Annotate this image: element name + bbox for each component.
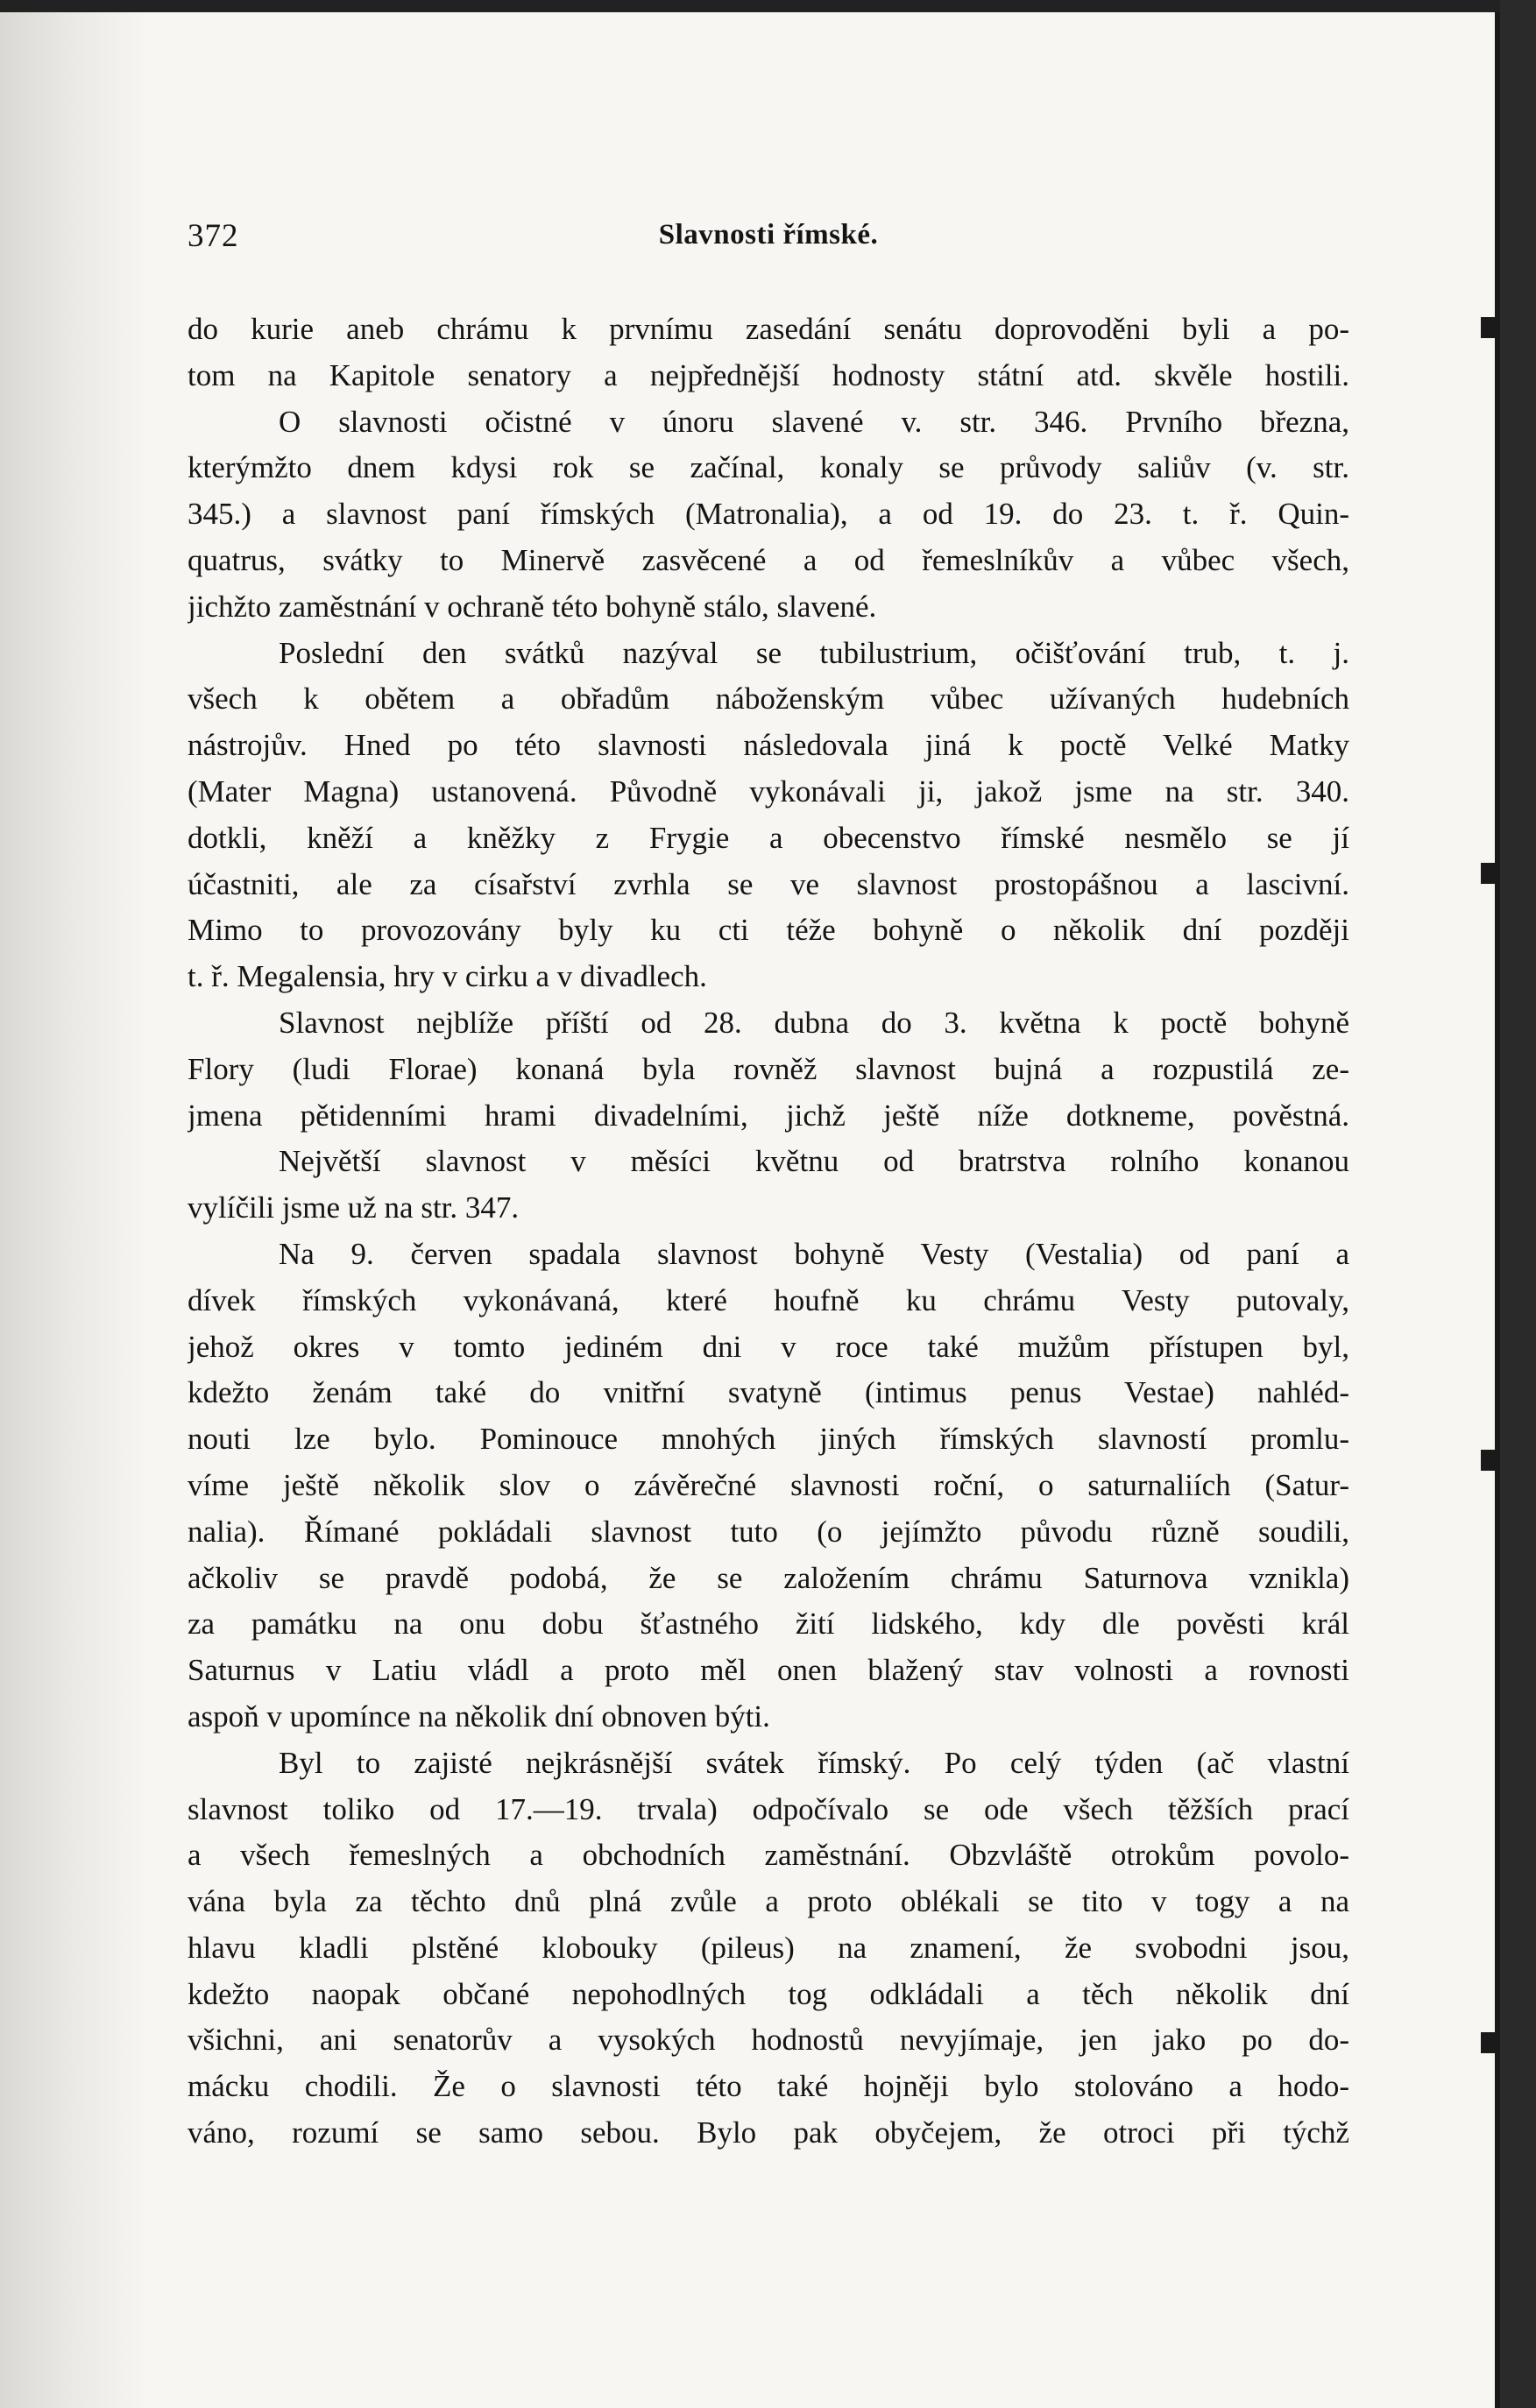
text-line: mácku chodili. Že o slavnosti této také hojněji bylo stolováno a hodo- [188, 2069, 1349, 2104]
text-line: Flory (ludi Florae) konaná byla rovněž slavnost bujná a rozpustilá ze- [188, 1051, 1349, 1086]
text-line: účastniti, ale za císařství zvrhla se ve slavnost prostopášnou a lascivní. [188, 866, 1349, 901]
text-line: Slavnost nejblíže příští od 28. dubna do 3. května k poctě bohyně [279, 1005, 1349, 1040]
text-line: dotkli, kněží a kněžky z Frygie a obecenstvo římské nesmělo se jí [188, 820, 1349, 855]
text-line: 345.) a slavnost paní římských (Matronalia), a od 19. do 23. t. ř. Quin- [188, 497, 1349, 532]
text-line: ačkoliv se pravdě podobá, že se založením chrámu Saturnova vznikla) [188, 1560, 1349, 1595]
text-line: aspoň v upomínce na několik dní obnoven býti. [188, 1698, 770, 1734]
text-line: váno, rozumí se samo sebou. Bylo pak obyčejem, že otroci při týchž [188, 2115, 1349, 2150]
page-number: 372 [188, 218, 239, 254]
page-header [188, 217, 1349, 261]
scan-top-edge [0, 0, 1536, 12]
text-line: Saturnus v Latiu vládl a proto měl onen blažený stav volnosti a rovnosti [188, 1653, 1349, 1688]
text-line: vylíčili jsme už na str. 347. [188, 1190, 520, 1225]
edge-mark [1481, 2032, 1500, 2053]
edge-mark [1481, 317, 1500, 338]
text-line: tom na Kapitole senatory a nejpřednější hodnosty státní atd. skvěle hostili. [188, 357, 1349, 392]
text-line: slavnost toliko od 17.—19. trvala) odpočívalo se ode všech těžších prací [188, 1791, 1349, 1826]
text-line: a všech řemeslných a obchodních zaměstnání. Obzvláště otrokům povolo- [188, 1838, 1349, 1873]
text-line: nalia). Římané pokládali slavnost tuto (o jejímžto původu různě soudili, [188, 1514, 1349, 1549]
text-line: dívek římských vykonávaná, které houfně ku chrámu Vesty putovaly, [188, 1282, 1349, 1317]
text-line: všichni, ani senatorův a vysokých hodnostů nevyjímaje, jen jako po do- [188, 2023, 1349, 2058]
edge-mark [1481, 1450, 1500, 1471]
text-line: víme ještě několik slov o závěrečné slavnosti roční, o saturnaliích (Satur- [188, 1467, 1349, 1502]
text-line: kdežto naopak občané nepohodlných tog odkládali a těch několik dní [188, 1976, 1349, 2011]
text-line: vána byla za těchto dnů plná zvůle a proto oblékali se tito v togy a na [188, 1884, 1349, 1919]
text-line: t. ř. Megalensia, hry v cirku a v divadlech. [188, 959, 707, 994]
edge-mark [1481, 863, 1500, 884]
text-line: hlavu kladli plstěné klobouky (pileus) na znamení, že svobodni jsou, [188, 1930, 1349, 1965]
text-line: Na 9. červen spadala slavnost bohyně Vesty (Vestalia) od paní a [279, 1236, 1349, 1271]
text-line: nástrojův. Hned po této slavnosti následovala jiná k poctě Velké Matky [188, 728, 1349, 763]
text-line: Byl to zajisté nejkrásnější svátek římský. Po celý týden (ač vlastní [279, 1745, 1349, 1780]
text-line: (Mater Magna) ustanovená. Původně vykonávali ji, jakož jsme na str. 340. [188, 773, 1349, 809]
text-line: do kurie aneb chrámu k prvnímu zasedání senátu doprovoděni byli a po- [188, 312, 1349, 346]
text-line: kterýmžto dnem kdysi rok se začínal, konaly se průvody saliův (v. str. [188, 450, 1349, 485]
text-line: za památku na onu dobu šťastného žití lidského, kdy dle pověsti král [188, 1607, 1349, 1642]
running-title: Slavnosti římské. [658, 219, 879, 251]
text-line: všech k obětem a obřadům náboženským vůbec užívaných hudebních [188, 681, 1349, 717]
text-line: kdežto ženám také do vnitřní svatyně (intimus penus Vestae) nahléd- [188, 1375, 1349, 1410]
text-line: Mimo to provozovány byly ku cti téže bohyně o několik dní později [188, 913, 1349, 948]
text-line: jichžto zaměstnání v ochraně této bohyně stálo, slavené. [188, 589, 877, 624]
text-line: quatrus, svátky to Minervě zasvěcené a od řemeslníkův a vůbec všech, [188, 542, 1349, 577]
text-line: Poslední den svátků nazýval se tubilustrium, očišťování trub, t. j. [279, 635, 1349, 670]
scan-right-edge [1500, 0, 1536, 2408]
text-line: jehož okres v tomto jediném dni v roce také mužům přístupen byl, [188, 1329, 1349, 1364]
scan-shadow [0, 0, 149, 2408]
text-line: jmena pětidenními hrami divadelními, jichž ještě níže dotkneme, pověstná. [188, 1098, 1349, 1133]
text-line: O slavnosti očistné v únoru slavené v. str. 346. Prvního března, [279, 404, 1349, 439]
text-line: Největší slavnost v měsíci květnu od bratrstva rolního konanou [279, 1144, 1349, 1179]
text-line: nouti lze bylo. Pominouce mnohých jiných římských slavností promlu- [188, 1422, 1349, 1457]
body-text [188, 307, 1349, 2157]
